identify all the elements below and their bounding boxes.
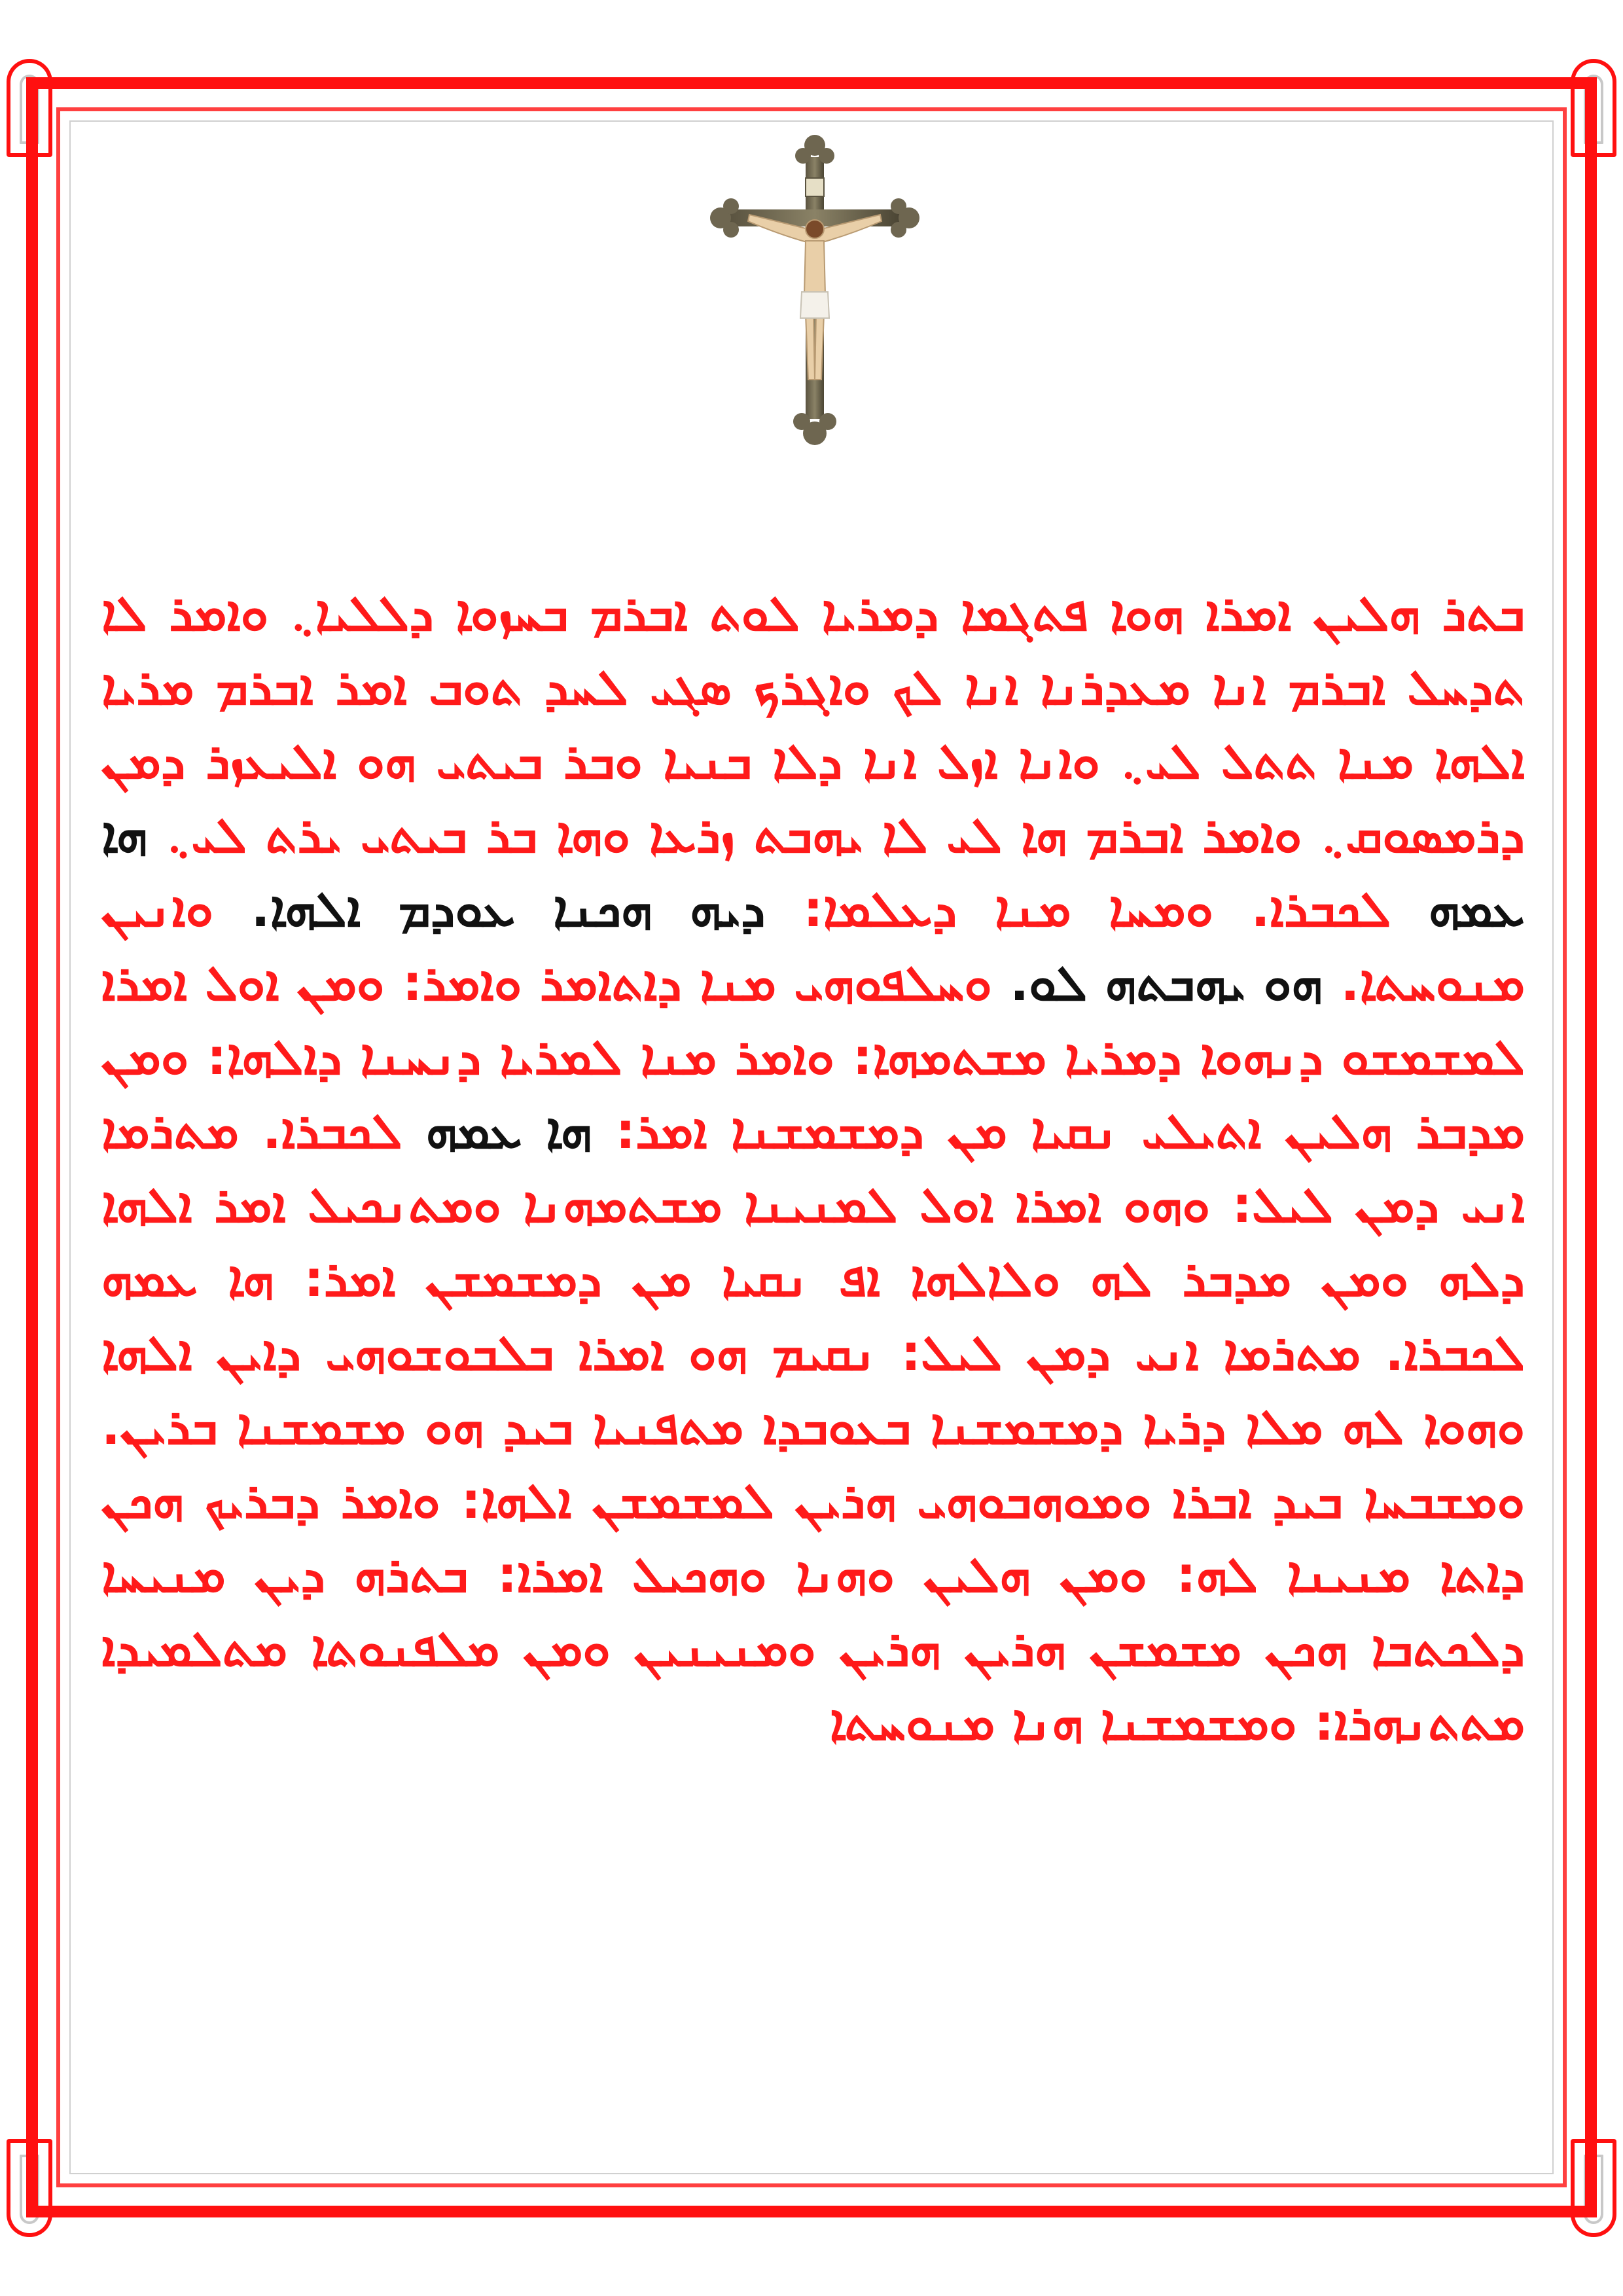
text-segment-black: ܗܐ ܥܡܗ [425, 1102, 592, 1160]
text-segment-black: ܗܘ ܝܗܒܬܗ ܠܘ. [1010, 954, 1323, 1012]
crucifix-icon [710, 131, 919, 452]
text-segment: ܠܟܒܪܐ. ܡܬܪܡܐ ܐܢܝ ܕܡܢ ܠܝܠ: ܘܗܘ ܐܡܪܐ ܐܘܠ ܠܡܢܝܢܐ ܡܫܬܡܗܢܐ ܘܡܬܢܟܝܠ ܐܡܪ ܐܠܗܐ ܕܠܗ ܘܡܢ ܡܕܒܪ ܠܗ ܘܠܐܠܗܐ ܐܦ ܢܩܝܐ ܡܢ ܕܡܫܡܫܢ ܐܡܪ: ܗܐ ܥܡܗ ܠܟܒܪܐ. ܡܬܪܡܐ ܐܢܝ ܕܡܢ ܠܝܠ: ܢܩܝܡ ܗܘ ܐܡܪܐ ܒܠܒܘܫܘܗܝ ܕܐܝܢ ܐܠܗܐ ܘܗܘܐ ܠܗ ܡܠܐ ܕܪܝܐ ܕܡܫܡܫܢܐ ܒܥܘܒܕܐ ܡܬܦܢܝܐ ܒܝܕ ܗܘ ܡܫܡܫܢܐ ܒܪܝܢ. ܘܡܫܒܚܐ ܒܝܕ ܐܒܪܐ ܘܡܘܗܒܘܗܝ ܗܪܝܢ ܠܡܫܡܫܢ ܐܠܗܐ: ܘܐܡܪ ܕܒܪܝܟ ܗܟܢ ܕܐܬܐ ܡܢܝܢܐ ܠܗ: ܘܡܢ ܗܠܝܢ ܘܗܢܐ ܘܗܟܝܠ ܐܡܪܐ: ܒܬܪܗ ܕܝܢ ܡܢܝܚܐ ܕܠܟܬܒܐ ܗܟܢ ܡܫܡܫܢ ܗܪܝܢ ܗܪܝܢ ܘܡܢܝܢܝܢ ܘܡܢ ܡܠܦܢܘܬܐ ܡܬܠܡܝܕܐ ܡܬܬܢܗܪܐ: ܘܡܫܡܫܢܐ ܗܢܐ ܡܢܘܚܬܐ [101, 1102, 1525, 1751]
text-segment-black: ܗܐ ܥܡܗ [101, 806, 1525, 938]
text-segment: ܘܐܢܝܢ ܡܢܘܚܬܐ. [101, 880, 1525, 1012]
text-segment: ܘܚܠܦܘܗܝ ܡܢܐ ܕܐܬܐܡܪ ܘܐܡܪ: ܘܡܢ ܐܘܠ ܐܡܪܐ ܠܡܫܡܫܘ ܕܢܗܘܐ ܕܡܪܝܐ ܡܫܬܡܗܐ: ܘܐܡܪ ܡܢܐ ܠܡܪܝܐ ܕܢܚܢܐ ܕܐܠܗܐ: ܘܡܢ ܡܕܒܪ ܗܠܝܢ ܐܬܝܠܝ ܢܩܝܐ ܡܢ ܕܡܫܡܫܢܐ ܐܡܪ: [101, 954, 1525, 1160]
text-segment: ܠܟܒܪܐ. ܘܡܚܐ ܡܢܐ ܕܥܠܡܐ: [765, 880, 1429, 938]
text-segment: ܒܬܪ ܗܠܝܢ ܐܡܪܐ ܗܘܐ ܦܬܓܡܐ ܕܡܪܝܐ ܠܘܬ ܐܒܪܡ ܒܚܙܘܐ ܕܠܠܝܐ܆ ܘܐܡܪ ܠܐ ܬܕܚܠ ܐܒܪܡ ܐܢܐ ܡܥܕܪܢܐ ܐܢܐ ܠܟ ܘܐܓܪܟ ܣܓܝ ܠܚܕ ܬܘܒ ܐܡܪ ܐܒܪܡ ܡܪܝܐ ܐܠܗܐ ܡܢܐ ܬܬܠ ܠܝ܆ ܘܐܢܐ ܐܙܠ ܐܢܐ ܕܠܐ ܒܢܝܐ ܘܒܪ ܒܝܬܝ ܗܘ ܐܠܝܥܙܪ ܕܡܢ ܕܪܡܣܘܩ܆ ܘܐܡܪ ܐܒܪܡ ܗܐ ܠܝ ܠܐ ܝܗܒܬ ܙܪܥܐ ܘܗܐ ܒܪ ܒܝܬܝ ܝܪܬ ܠܝ܆ [101, 584, 1525, 864]
body-text [101, 576, 1525, 1759]
text-segment-black: ܕܝܗ ܗܟܢܐ ܥܘܕܡ ܐܠܗܐ. [251, 880, 766, 938]
